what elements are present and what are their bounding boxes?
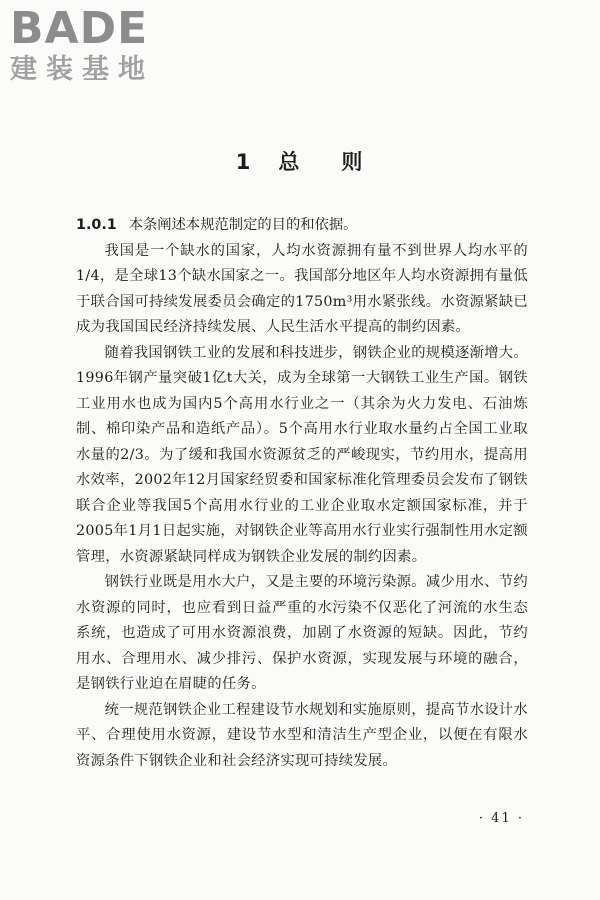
page-number: · 41 · bbox=[478, 811, 524, 826]
clause-heading bbox=[76, 213, 528, 239]
logo-mark-text: BADE bbox=[10, 3, 149, 54]
chapter-title-part1: 总 bbox=[278, 150, 302, 174]
paragraph: 钢铁行业既是用水大户，又是主要的环境污染源。减少用水、节约水资源的同时，也应看到日益严重的水污染不仅恶化了河流的水生态系统，也造成了可用水资源浪费，加剧了水资源的短缺。因此，节约用水、合理用水、减少排污、保护水资源，实现发展与环境的融合，是钢铁行业迫在眉睫的任务。 bbox=[76, 574, 528, 692]
paragraph: 我国是一个缺水的国家，人均水资源拥有量不到世界人均水平的1/4，是全球13个缺水国家之一。我国部分地区年人均水资源拥有量低于联合国可持续发展委员会确定的1750m³用水紧张线。水资源紧缺已成为我国国民经济持续发展、人民生活水平提高的制约因素。 bbox=[76, 242, 528, 335]
chapter-title bbox=[0, 146, 600, 176]
clause-number: 1.0.1 bbox=[76, 217, 117, 233]
logo-subtitle: 建装基地 bbox=[10, 54, 154, 85]
clause-text: 本条阐述本规范制定的目的和依据。 bbox=[128, 217, 358, 233]
chapter-number: 1 bbox=[235, 150, 253, 174]
paragraph: 随着我国钢铁工业的发展和科技进步，钢铁企业的规模逐渐增大。1996年钢产量突破1亿t大关，成为全球第一大钢铁工业生产国。钢铁工业用水也成为国内5个高用水行业之一（其余为火力发电、石油炼制、棉印染产品和造纸产品）。5个高用水行业取水量约占全国工业取水量的2/3。为了缓和我国水资源贫乏的严峻现实，节约用水，提高用水效率，2002年12月国家经贸委和国家标准化管理委员会发布了钢铁联合企业等我国5个高用水行业的工业企业取水定额国家标准，并于2005年1月1日起实施，对钢铁企业等高用水行业实行强制性用水定额管理，水资源紧缺同样成为钢铁企业发展的制约因素。 bbox=[76, 344, 528, 565]
watermark-logo bbox=[10, 3, 180, 86]
paragraph: 统一规范钢铁企业工程建设节水规划和实施原则，提高节水设计水平、合理使用水资源，建设节水型和清洁生产型企业，以便在有限水资源条件下钢铁企业和社会经济实现可持续发展。 bbox=[76, 701, 528, 769]
chapter-title-part2: 则 bbox=[341, 150, 365, 174]
body-text bbox=[76, 213, 528, 774]
logo-mark bbox=[10, 3, 180, 54]
